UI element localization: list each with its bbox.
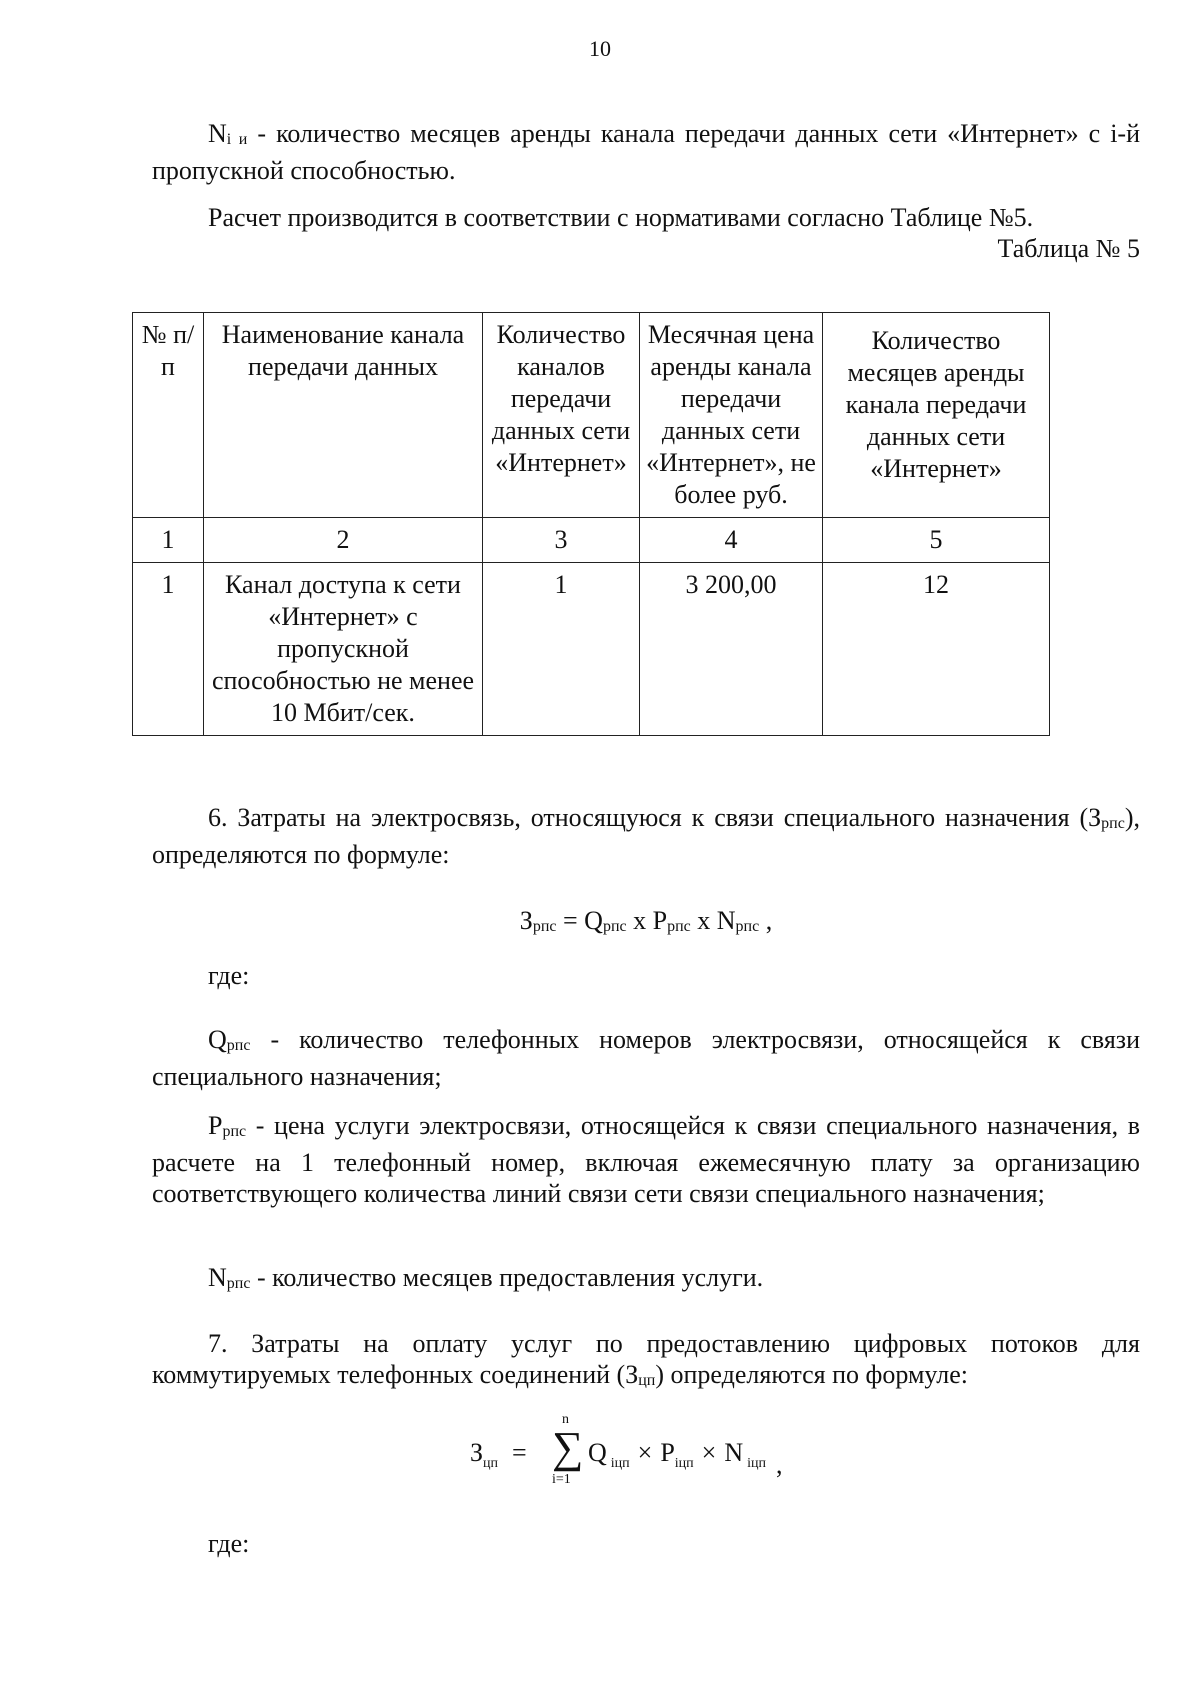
header-cell: № п/п: [133, 313, 204, 518]
table-cell: 1: [133, 563, 204, 736]
paragraph-item-6: 6. Затраты на электросвязь, относящуюся к связи специального назначения $(З_{рпс})$, определяются по формуле:: [152, 803, 1140, 869]
paragraph-calculation-note: Расчет производится в соответствии с нормативами согласно Таблице №5.: [208, 203, 1034, 232]
index-cell: 1: [133, 518, 204, 563]
paragraph-q-definition: $Q_{рпс}$ - количество телефонных номеров электросвязи, относящейся к связи специального назначения;: [152, 1025, 1140, 1091]
table-cell: 12: [823, 563, 1050, 736]
header-cell: Наименование канала передачи данных: [204, 313, 483, 518]
sigma-upper-limit: n: [562, 1412, 569, 1427]
index-cell: 5: [823, 518, 1050, 563]
header-cell: Месячная цена аренды канала передачи данных сети «Интернет», не более руб.: [640, 313, 823, 518]
formula-1: $З_{рпс} = Q_{рпс}$ x $P_{рпс}$ x $N_{рпс}$ ,: [519, 906, 773, 935]
sigma-symbol: ∑: [552, 1423, 584, 1472]
paragraph-p-definition: $P_{рпс}$ - цена услуги электросвязи, относящейся к связи специального назначения, в расчете на 1 телефонный номер, включая ежемесячную плату за организацию соответствующего количества линий связи сети связи специального назначения;: [152, 1111, 1140, 1208]
table-cell: Канал доступа к сети «Интернет» с пропускной способностью не менее 10 Мбит/сек.: [204, 563, 483, 736]
index-cell: 2: [204, 518, 483, 563]
table-index-row: [133, 518, 1050, 563]
index-cell: 3: [483, 518, 640, 563]
paragraph-n-definition: $N_{рпс}$ - количество месяцев предоставления услуги.: [208, 1263, 764, 1292]
table-cell: 1: [483, 563, 640, 736]
header-cell: Количество месяцев аренды канала передачи данных сети «Интернет»: [823, 313, 1050, 518]
table-header-row: [133, 313, 1050, 518]
where-label-2: где:: [208, 1529, 250, 1558]
index-cell: 4: [640, 518, 823, 563]
paragraph-item-7: 7. Затраты на оплату услуг по предоставлению цифровых потоков для коммутируемых телефонных соединений $(З_{цп})$ определяются по формуле:: [152, 1329, 1140, 1389]
where-label-1: где:: [208, 961, 250, 990]
table-5: [132, 312, 1050, 736]
paragraph-n-i-definition: $N_{i и}$ - количество месяцев аренды канала передачи данных сети «Интернет» с i-й пропускной способностью.: [152, 119, 1141, 185]
header-cell: Количество каналов передачи данных сети «Интернет»: [483, 313, 640, 518]
table-cell: 3 200,00: [640, 563, 823, 736]
page-number: 10: [589, 36, 611, 61]
table-caption: Таблица № 5: [997, 234, 1140, 263]
formula-2: $З_{цп}$ = n ∑ i=1 Q $_{iцп} \times P_{iцп} \times N$ $_{iцп}$ ,: [470, 1412, 783, 1487]
table-row: [133, 563, 1050, 736]
sigma-lower-limit: i=1: [552, 1472, 571, 1487]
